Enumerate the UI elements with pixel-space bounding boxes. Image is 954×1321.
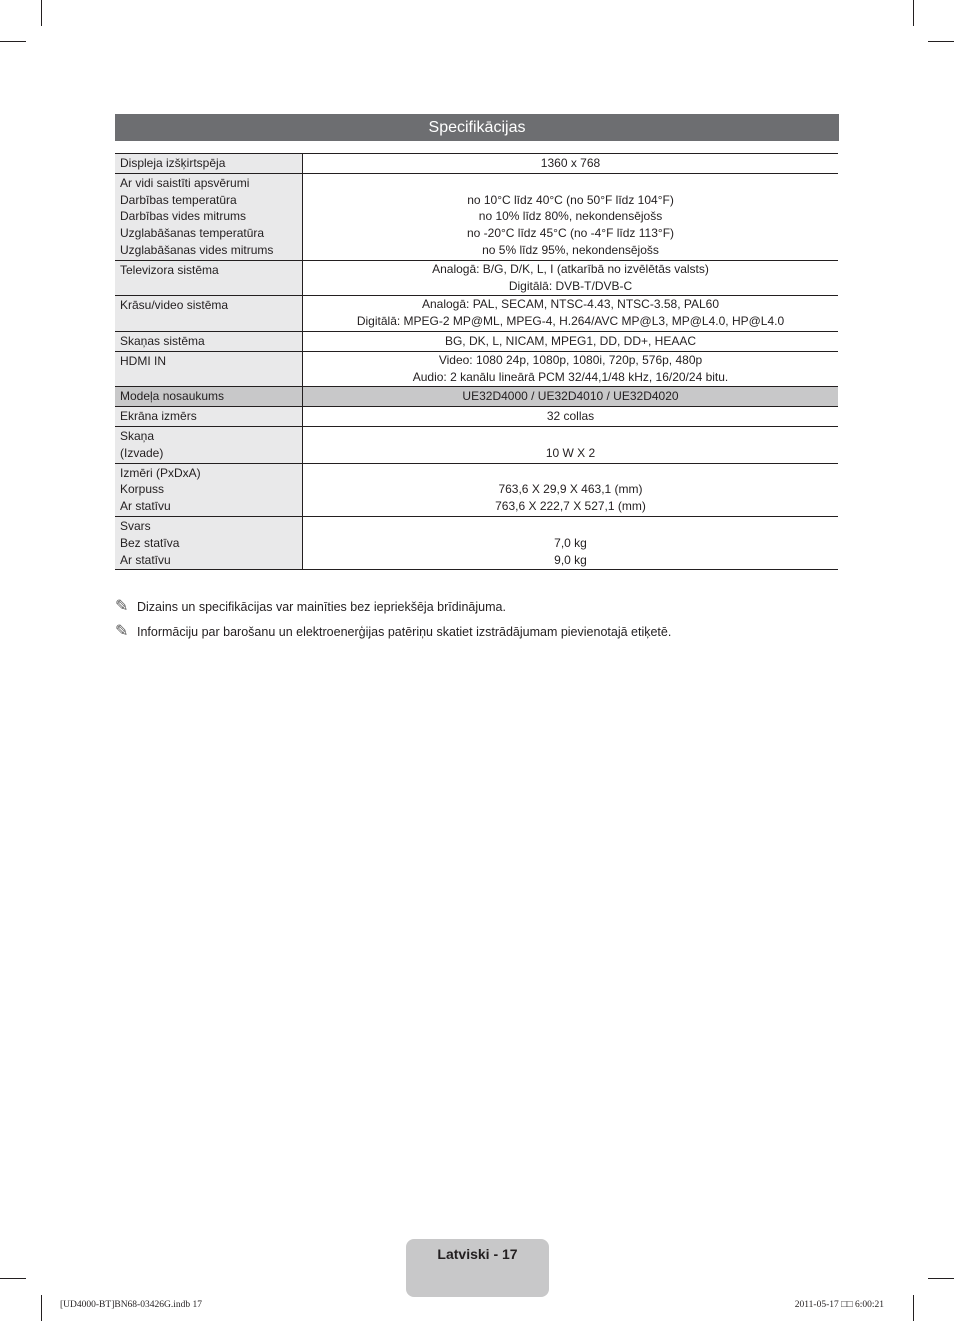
spec-value: 10 W X 2 bbox=[545, 445, 596, 460]
spec-label: Skaņa bbox=[120, 428, 155, 443]
spec-value: no -20°C līdz 45°C (no -4°F līdz 113°F) bbox=[466, 226, 675, 241]
page-number-tab bbox=[406, 1239, 549, 1297]
spec-value: UE32D4000 / UE32D4010 / UE32D4020 bbox=[462, 389, 679, 404]
table-row bbox=[115, 154, 838, 174]
spec-label: Ar statīvu bbox=[120, 552, 171, 567]
spec-value: 763,6 X 222,7 X 527,1 (mm) bbox=[495, 499, 646, 514]
spec-label-cell bbox=[115, 387, 303, 407]
footer-timestamp: 2011-05-17 □□ 6:00:21 bbox=[794, 1300, 884, 1310]
spec-label: Krāsu/video sistēma bbox=[120, 298, 229, 313]
spec-label: Modeļa nosaukums bbox=[120, 389, 225, 404]
spec-label: Televizora sistēma bbox=[120, 262, 219, 277]
spec-label: Darbības temperatūra bbox=[120, 192, 237, 207]
table-row bbox=[115, 426, 838, 463]
spec-label-cell bbox=[115, 260, 303, 296]
spec-label: Korpuss bbox=[120, 482, 165, 497]
spec-value: Audio: 2 kanālu lineārā PCM 32/44,1/48 kHz, 16/20/24 bitu. bbox=[412, 369, 729, 384]
spec-value: no 10% līdz 80%, nekondensējošs bbox=[478, 209, 663, 224]
spec-value-cell bbox=[303, 296, 839, 332]
spec-value-cell bbox=[303, 463, 839, 516]
note-text: Informāciju par barošanu un elektroenerģijas patēriņu skatiet izstrādājumam pievienotajā etiķetē. bbox=[137, 625, 672, 639]
spec-value-cell bbox=[303, 260, 839, 296]
table-row bbox=[115, 516, 838, 569]
spec-label-cell bbox=[115, 516, 303, 569]
spec-value: 32 collas bbox=[546, 409, 595, 424]
spec-value-cell bbox=[303, 407, 839, 427]
spec-value: Digitālā: MPEG-2 MP@ML, MPEG-4, H.264/AVC MP@L3, MP@L4.0, HP@L4.0 bbox=[356, 314, 785, 329]
spec-label-cell bbox=[115, 173, 303, 260]
table-row bbox=[115, 173, 838, 260]
spec-value-cell bbox=[303, 351, 839, 387]
pencil-note-icon: ✎ bbox=[115, 598, 129, 615]
spec-label: (Izvade) bbox=[120, 445, 164, 460]
spec-label-cell bbox=[115, 463, 303, 516]
footer-file-info: [UD4000-BT]BN68-03426G.indb 17 bbox=[60, 1300, 202, 1310]
table-row bbox=[115, 331, 838, 351]
spec-value-cell bbox=[303, 331, 839, 351]
spec-label: Ar statīvu bbox=[120, 499, 171, 514]
spec-table-body bbox=[115, 154, 838, 570]
spec-value: Digitālā: DVB-T/DVB-C bbox=[508, 278, 633, 293]
spec-label: Skaņas sistēma bbox=[120, 333, 205, 348]
spec-label: HDMI IN bbox=[120, 353, 166, 368]
spec-label-cell bbox=[115, 154, 303, 174]
spec-value: Analogā: PAL, SECAM, NTSC-4.43, NTSC-3.58, PAL60 bbox=[421, 297, 720, 312]
pencil-note-icon: ✎ bbox=[115, 623, 129, 640]
section-title: Specifikācijas bbox=[115, 114, 839, 141]
spec-table bbox=[115, 153, 838, 570]
crop-mark bbox=[41, 1295, 42, 1321]
spec-value: 763,6 X 29,9 X 463,1 (mm) bbox=[498, 482, 643, 497]
note-item bbox=[115, 621, 671, 646]
crop-mark bbox=[928, 41, 954, 42]
spec-value: Analogā: B/G, D/K, L, I (atkarībā no izvēlētās valsts) bbox=[432, 261, 709, 276]
note-text: Dizains un specifikācijas var mainīties bez iepriekšēja brīdinājuma. bbox=[137, 600, 506, 614]
spec-value: no 10°C līdz 40°C (no 50°F līdz 104°F) bbox=[467, 192, 674, 207]
spec-label: Darbības vides mitrums bbox=[120, 209, 247, 224]
spec-label: Svars bbox=[120, 518, 151, 533]
spec-value: no 5% līdz 95%, nekondensējošs bbox=[482, 242, 659, 257]
crop-mark bbox=[41, 0, 42, 26]
spec-label-cell bbox=[115, 426, 303, 463]
notes-list bbox=[115, 596, 671, 646]
spec-value-cell bbox=[303, 426, 839, 463]
table-row bbox=[115, 260, 838, 296]
page-label: Latviski - 17 bbox=[437, 1246, 518, 1262]
spec-label-cell bbox=[115, 351, 303, 387]
crop-mark bbox=[913, 1295, 914, 1321]
spec-value: 9,0 kg bbox=[554, 552, 587, 567]
spec-label-cell bbox=[115, 407, 303, 427]
table-row bbox=[115, 296, 838, 332]
spec-label: Uzglabāšanas vides mitrums bbox=[120, 242, 274, 257]
table-row bbox=[115, 351, 838, 387]
table-row bbox=[115, 387, 838, 407]
note-item bbox=[115, 596, 671, 621]
spec-value-cell bbox=[303, 516, 839, 569]
spec-label: Izmēri (PxDxA) bbox=[120, 465, 201, 480]
crop-mark bbox=[0, 1278, 26, 1279]
spec-value-cell bbox=[303, 154, 839, 174]
spec-value: Video: 1080 24p, 1080p, 1080i, 720p, 576p, 480p bbox=[438, 352, 703, 367]
spec-value-cell bbox=[303, 387, 839, 407]
spec-label-cell bbox=[115, 331, 303, 351]
spec-label: Ekrāna izmērs bbox=[120, 409, 197, 424]
crop-mark bbox=[928, 1278, 954, 1279]
spec-label: Bez statīva bbox=[120, 535, 180, 550]
spec-value: 1360 x 768 bbox=[540, 156, 601, 170]
spec-label: Ar vidi saistīti apsvērumi bbox=[120, 175, 250, 190]
crop-mark bbox=[0, 41, 26, 42]
spec-value-cell bbox=[303, 173, 839, 260]
spec-label: Displeja izšķirtspēja bbox=[120, 156, 226, 170]
spec-value: 7,0 kg bbox=[554, 535, 587, 550]
table-row bbox=[115, 463, 838, 516]
spec-value: BG, DK, L, NICAM, MPEG1, DD, DD+, HEAAC bbox=[444, 333, 697, 348]
crop-mark bbox=[913, 0, 914, 26]
spec-label: Uzglabāšanas temperatūra bbox=[120, 226, 265, 241]
table-row bbox=[115, 407, 838, 427]
spec-label-cell bbox=[115, 296, 303, 332]
